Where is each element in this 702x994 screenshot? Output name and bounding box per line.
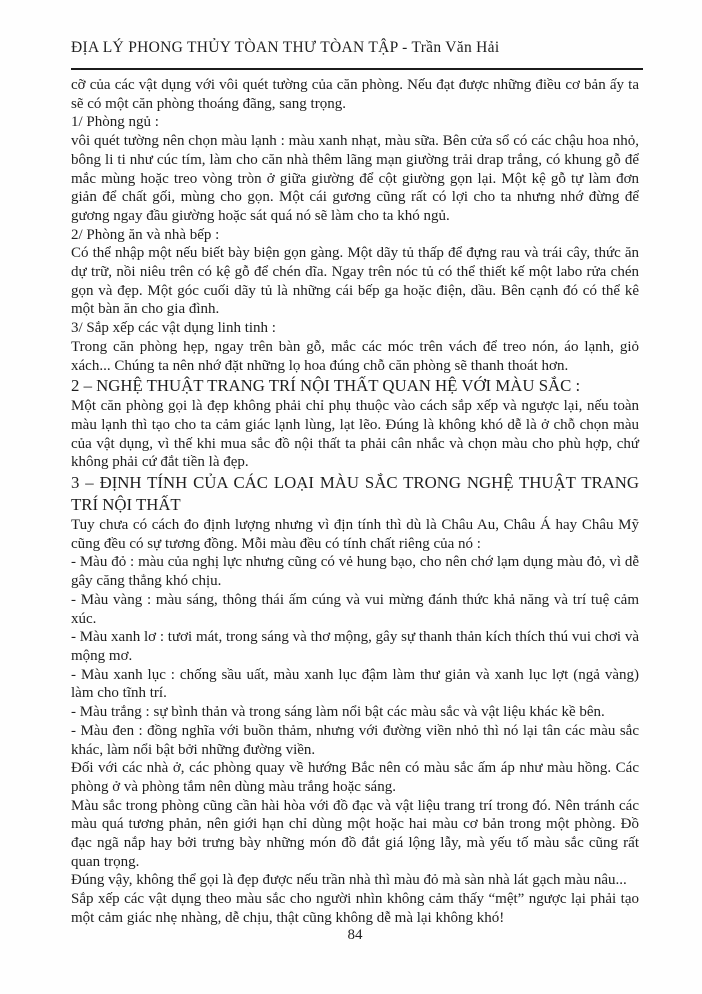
paragraph: vôi quét tường nên chọn màu lạnh : màu xanh nhạt, màu sữa. Bên cửa sổ có các chậu hoa nhỏ, bông li ti như cúc tím, làm cho căn nhà thêm lãng mạn giường trải drap trắng, có khung gỗ để mắc mùng hoặc treo vòng tròn ở giữa giường để cột giường gọn lại. Một kệ gỗ tự làm đơn giản để chất gối, mùng cho gọn. Một cái gương cũng rất có lợi cho ta nhưng nhớ đừng để gương ngay đầu giường hoặc sát quá nó sẽ làm cho ta khó ngủ. bbox=[71, 133, 639, 224]
paragraph: 2/ Phòng ăn và nhà bếp : bbox=[71, 226, 220, 243]
paragraph: Có thể nhập một nếu biết bày biện gọn gàng. Một dãy tủ thấp để đựng rau và trái cây, thức ăn dự trữ, nồi niêu trên có kệ gỗ để chén dĩa. Ngay trên nóc tủ có thể thiết kế một labo rửa chén gọn và đẹp. Một góc cuối dãy tủ là những cái bếp ga hoặc điện, dầu. Bên cạnh đó có thể kê một bàn ăn cho gia đình. bbox=[71, 245, 639, 318]
paragraph: - Màu đỏ : màu của nghị lực nhưng cũng có vẻ hung bạo, cho nên chớ lạm dụng màu đỏ, vì dễ gây căng thẳng khó chịu. bbox=[71, 554, 639, 590]
paragraph: - Màu vàng : màu sáng, thông thái ấm cúng và vui mừng đánh thức khả năng và trí tuệ cảm xúc. bbox=[71, 591, 639, 627]
paragraph: Màu sắc trong phòng cũng cần hài hòa với đồ đạc và vật liệu trang trí trong đó. Nên tránh các màu quá tương phản, nên giới hạn chỉ dùng một hoặc hai màu cơ bản trong một phòng. Đồ đạc ngã nắp hay bởi trưng bày những món đồ đắt giá lộng lẫy, mà yếu tố màu sắc cũng rất quan trọng. bbox=[71, 797, 639, 870]
paragraph: - Màu xanh lục : chống sầu uất, màu xanh lục đậm làm thư giản và xanh lục lợt (ngả vàng) làm cho tĩnh trí. bbox=[71, 666, 639, 702]
paragraph: 3/ Sắp xếp các vật dụng linh tinh : bbox=[71, 320, 276, 337]
paragraph: - Màu đen : đồng nghĩa với buồn thảm, nhưng với đường viền nhỏ thì nó lại tân các màu sắc khác, làm nổi bật bởi những đường viền. bbox=[71, 722, 639, 758]
paragraph: Trong căn phòng hẹp, ngay trên bàn gỗ, mắc các móc trên vách để treo nón, áo lạnh, giỏ xách... Chúng ta nên nhớ đặt những lọ hoa đúng chỗ căn phòng sẽ thanh thoát hơn. bbox=[71, 338, 639, 374]
running-header-title: ĐỊA LÝ PHONG THỦY TÒAN THƯ TÒAN TẬP - Trần Văn Hải bbox=[71, 39, 500, 56]
section-heading: 3 – ĐỊNH TÍNH CỦA CÁC LOẠI MÀU SẮC TRONG NGHỆ THUẬT TRANG TRÍ NỘI THẤT bbox=[71, 473, 639, 515]
page-header bbox=[71, 38, 643, 78]
paragraph: - Màu xanh lơ : tươi mát, trong sáng và thơ mộng, gây sự thanh thản kích thích thú vui chơi và mộng mơ. bbox=[71, 629, 639, 664]
paragraph: 1/ Phòng ngủ : bbox=[71, 114, 159, 131]
paragraph: Đúng vậy, không thể gọi là đẹp được nếu trần nhà thì màu đỏ mà sàn nhà lát gạch màu nâu... bbox=[71, 872, 627, 889]
header-rule bbox=[71, 68, 643, 70]
paragraph: Một căn phòng gọi là đẹp không phải chỉ phụ thuộc vào cách sắp xếp và ngược lại, nếu toàn màu lạnh thì tạo cho ta cảm giác lạnh lùng, lạt lẽo. Đúng là không khó dễ là ở chỗ chọn màu của vật dụng, vì thế khi mua sắc đồ nội thất ta phải cân nhắc và chọn màu cho phù hợp, chứ không phải cứ đắt tiền là đẹp. bbox=[71, 398, 639, 471]
paragraph: Tuy chưa có cách đo định lượng nhưng vì địn tính thì dù là Châu Au, Châu Á hay Châu Mỹ cũng đều có sự tương đồng. Mỗi màu đều có tính chất riêng của nó : bbox=[71, 517, 639, 552]
document-body bbox=[71, 76, 639, 928]
paragraph: - Màu trắng : sự bình thản và trong sáng làm nổi bật các màu sắc và vật liệu khác kề bên. bbox=[71, 704, 605, 721]
section-heading: 2 – NGHỆ THUẬT TRANG TRÍ NỘI THẤT QUAN HỆ VỚI MÀU SẮC : bbox=[71, 376, 581, 396]
paragraph: cỡ của các vật dụng với vôi quét tường của căn phòng. Nếu đạt được những điều cơ bản ấy ta sẽ có một căn phòng thoáng đãng, sang trọng. bbox=[71, 77, 639, 112]
paragraph: Sắp xếp các vật dụng theo màu sắc cho người nhìn không cảm thấy “mệt” ngược lại phải tạo một cảm giác nhẹ nhàng, dễ chịu, thật cũng không dễ mà lại không khó! bbox=[71, 891, 639, 926]
paragraph: Đối với các nhà ở, các phòng quay về hướng Bắc nên có màu sắc ấm áp như màu hồng. Các phòng ở và phòng tắm nên dùng màu trắng hoặc sáng. bbox=[71, 760, 639, 795]
page-number: 84 bbox=[347, 927, 363, 943]
